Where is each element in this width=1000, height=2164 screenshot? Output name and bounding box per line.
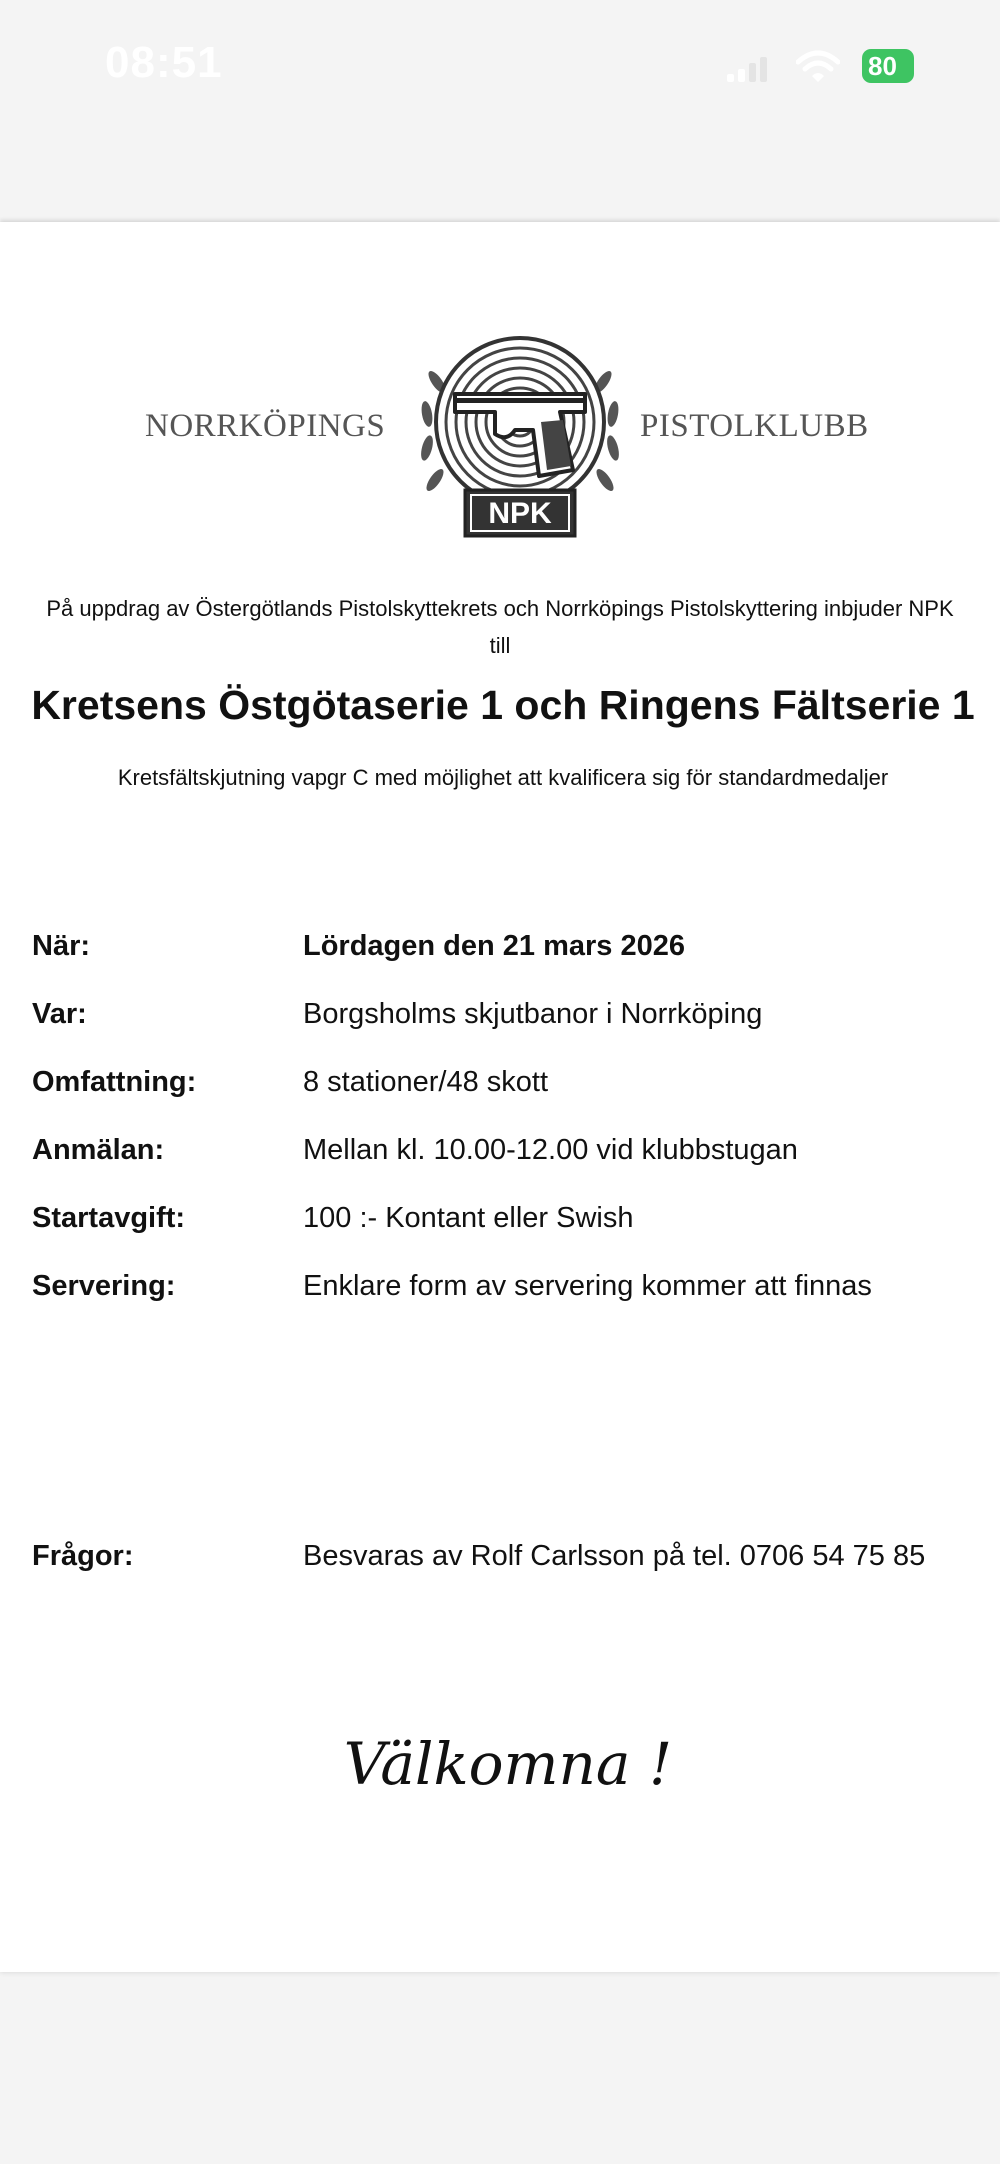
welcome-text: Välkomna ! [343, 1730, 673, 1798]
detail-row-when [32, 930, 982, 970]
detail-row-questions [32, 1540, 982, 1580]
detail-value: 100 :- Kontant eller Swish [303, 1202, 634, 1234]
intro-text [20, 590, 980, 664]
detail-label: Startavgift: [32, 1202, 186, 1234]
detail-row-registration [32, 1134, 982, 1174]
event-subtitle: Kretsfältskjutning vapgr C med möjlighet att kvalificera sig för standardmedaljer [117, 765, 889, 790]
battery-indicator: 80 [862, 49, 914, 83]
intro-line-2: till [489, 633, 511, 658]
detail-value: Lördagen den 21 mars 2026 [303, 930, 685, 962]
invitation-document [0, 222, 1000, 1972]
club-seal-icon [415, 330, 625, 540]
logo-text-right: PISTOLKLUBB [640, 408, 869, 444]
detail-label: Frågor: [32, 1540, 134, 1572]
wifi-icon [796, 50, 840, 84]
contact-phone-text[interactable]: Besvaras av Rolf Carlsson på tel. 0706 54 75 85 [303, 1540, 926, 1572]
detail-row-fee [32, 1202, 982, 1242]
detail-value: Mellan kl. 10.00-12.00 vid klubbstugan [303, 1134, 798, 1166]
logo-text-left: NORRKÖPINGS [145, 408, 386, 444]
detail-label: Servering: [32, 1270, 176, 1302]
status-time: 08:51 [105, 38, 223, 87]
detail-row-where [32, 998, 982, 1038]
seal-badge-text: NPK [488, 497, 552, 530]
detail-label: Omfattning: [32, 1066, 197, 1098]
detail-row-catering [32, 1270, 982, 1310]
status-bar [0, 0, 1000, 130]
detail-value: 8 stationer/48 skott [303, 1066, 549, 1098]
detail-label: Anmälan: [32, 1134, 165, 1166]
intro-line-1: På uppdrag av Östergötlands Pistolskyttekrets och Norrköpings Pistolskyttering inbjuder NPK [46, 596, 954, 621]
detail-label: Var: [32, 998, 87, 1030]
detail-row-scope [32, 1066, 982, 1106]
detail-value: Borgsholms skjutbanor i Norrköping [303, 998, 763, 1030]
detail-label: När: [32, 930, 91, 962]
cellular-signal-icon [727, 56, 771, 82]
club-logo [0, 330, 1000, 540]
detail-value: Enklare form av servering kommer att finnas [303, 1270, 872, 1302]
event-title: Kretsens Östgötaserie 1 och Ringens Fältserie 1 [31, 682, 975, 728]
